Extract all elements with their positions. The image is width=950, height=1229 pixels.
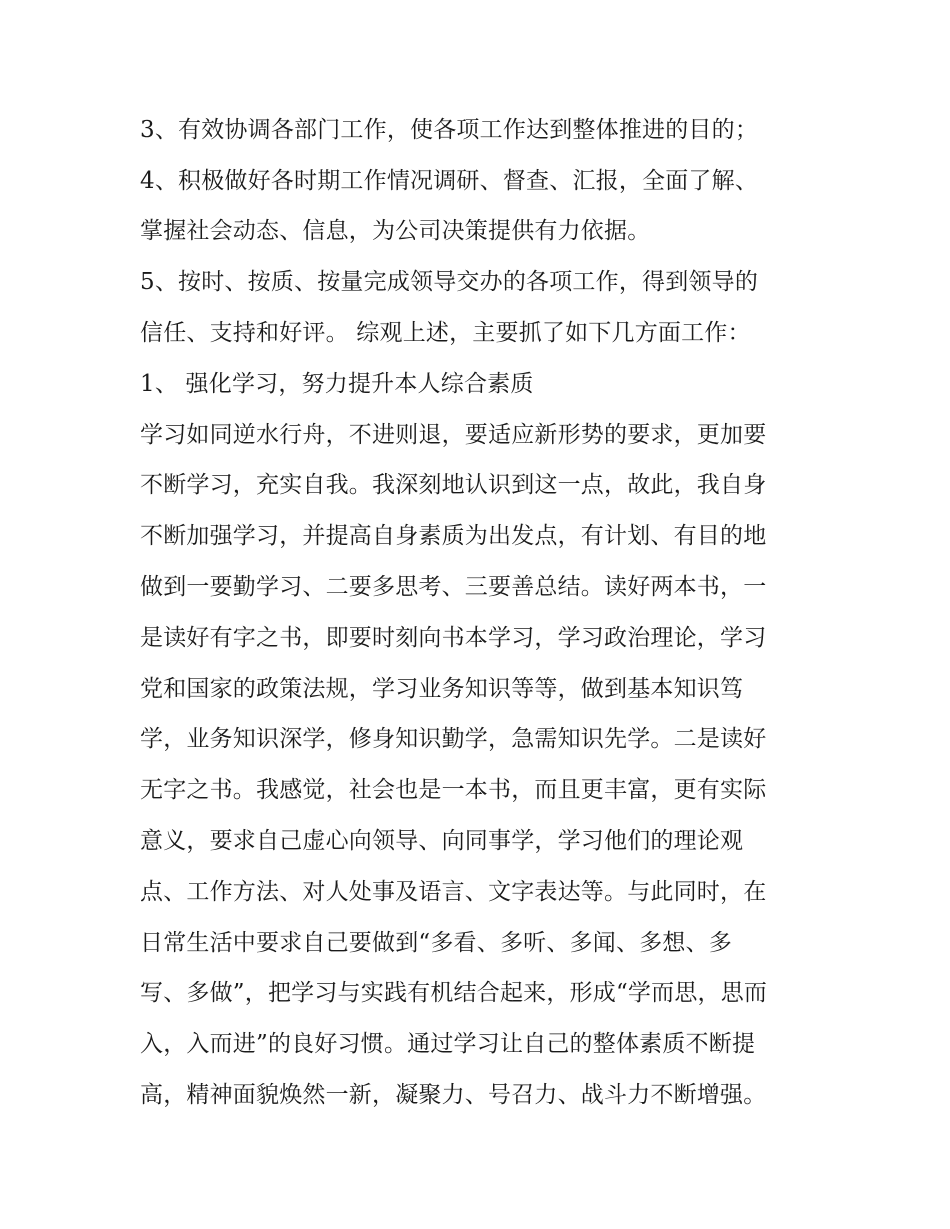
text-line: 点、工作方法、对人处事及语言、文字表达等。与此同时，在: [140, 879, 767, 905]
text-line: 意义，要求自己虚心向领导、向同事学，学习他们的理论观: [140, 828, 744, 854]
text-line: 学，业务知识深学，修身知识勤学，急需知识先学。二是读好: [140, 726, 767, 752]
text-line: 写、多做”，把学习与实践有机结合起来，形成“学而思，思而: [140, 980, 768, 1006]
text-line: 3、有效协调各部门工作，使各项工作达到整体推进的目的；: [140, 117, 759, 143]
text-line: 5、按时、按质、按量完成领导交办的各项工作，得到领导的: [140, 269, 759, 295]
text-line: 不断学习，充实自我。我深刻地认识到这一点，故此，我自身: [140, 472, 767, 498]
text-line: 不断加强学习，并提高自身素质为出发点，有计划、有目的地: [140, 523, 767, 549]
text-line: 高，精神面貌焕然一新，凝聚力、号召力、战斗力不断增强。: [140, 1082, 767, 1108]
text-line: 做到一要勤学习、二要多思考、三要善总结。读好两本书，一: [140, 574, 767, 600]
text-line: 信任、支持和好评。 综观上述，主要抓了如下几方面工作：: [140, 320, 751, 346]
text-line: 掌握社会动态、信息，为公司决策提供有力依据。: [140, 218, 651, 244]
text-line: 学习如同逆水行舟，不进则退，要适应新形势的要求，更加要: [140, 422, 767, 448]
text-line: 日常生活中要求自己要做到“多看、多听、多闻、多想、多: [140, 930, 732, 956]
section-heading: 1、 强化学习，努力提升本人综合素质: [140, 371, 534, 397]
text-line: 党和国家的政策法规，学习业务知识等等，做到基本知识笃: [140, 676, 744, 702]
text-line: 无字之书。我感觉，社会也是一本书，而且更丰富，更有实际: [140, 777, 767, 803]
text-line: 4、积极做好各时期工作情况调研、督查、汇报，全面了解、: [140, 168, 759, 194]
text-line: 入，入而进”的良好习惯。通过学习让自己的整体素质不断提: [140, 1031, 756, 1057]
text-line: 是读好有字之书，即要时刻向书本学习，学习政治理论，学习: [140, 625, 767, 651]
